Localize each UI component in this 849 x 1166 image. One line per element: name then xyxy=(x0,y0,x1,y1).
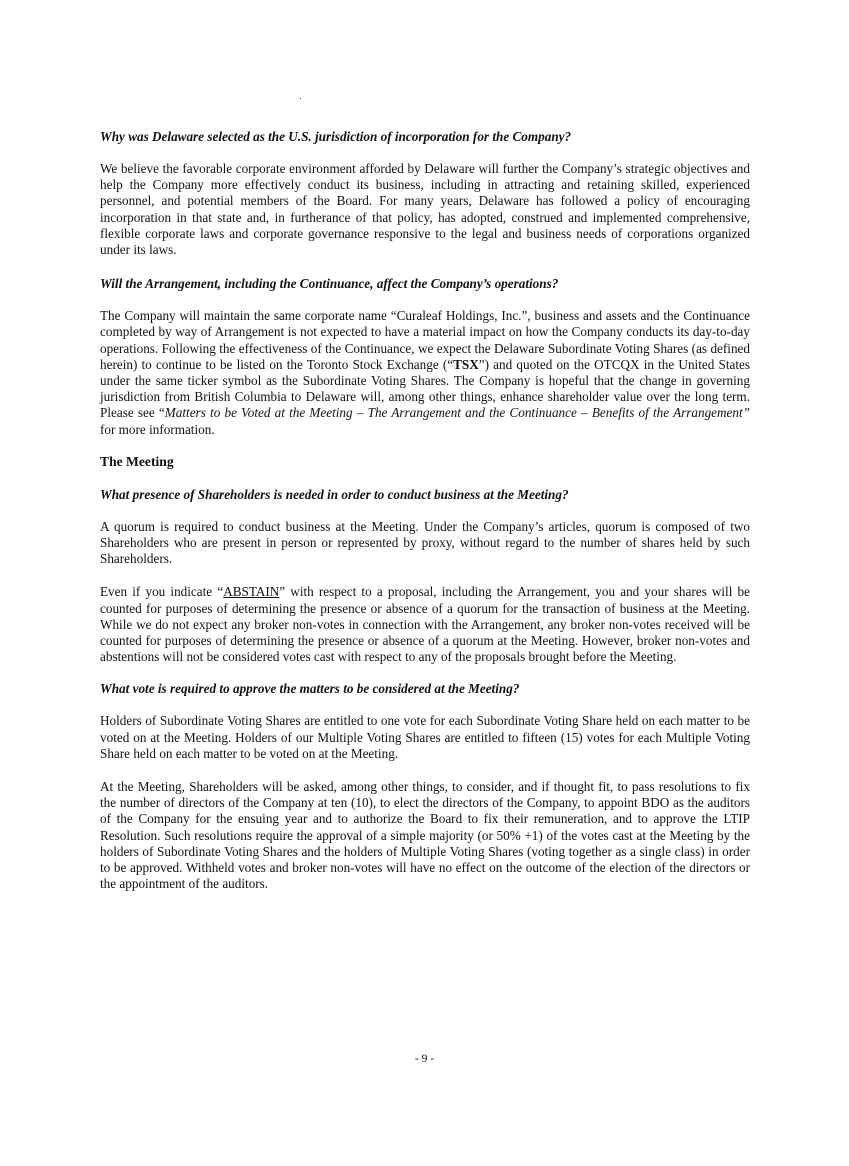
quorum-text-2: ” with respect to a proposal, including the Arrangement, you and your shares will be counted for purposes of determining the presence or absence of a quorum for the transaction of business at the Meeting. While we do not expect any broker non-votes in connection with the Arrangement, any broker non-votes received will be counted for purposes of determining the presence or absence of a quorum at the Meeting. However, broker non-votes and abstentions will not be considered votes cast with respect to any of the proposals brought before the Meeting. xyxy=(100,584,750,665)
answer-paragraph-vote-1: Holders of Subordinate Voting Shares are entitled to one vote for each Subordinate Voting Share held on each matter to be voted on at the Meeting. Holders of our Multiple Voting Shares are entitled to fifteen (15) votes for each Multiple Voting Share held on each matter to be voted on at the Meeting. xyxy=(100,713,750,761)
quorum-text-1: Even if you indicate “ xyxy=(100,584,224,600)
operations-text-2: ”) and quoted on the OTCQX in the United States under the same ticker symbol as the Subordinate Voting Shares. The Company is hopeful that the change in governing jurisdiction from British Columbia to Delaware will, among other things, enhance shareholder value over the long term. Please see “ xyxy=(100,356,750,421)
tsx-bold-term: TSX xyxy=(453,356,479,372)
question-heading-quorum: What presence of Shareholders is needed in order to conduct business at the Meeting? xyxy=(100,486,569,502)
question-heading-operations: Will the Arrangement, including the Continuance, affect the Company’s operations? xyxy=(100,276,559,292)
answer-paragraph-quorum-2 xyxy=(100,584,750,665)
answer-paragraph-quorum-1: A quorum is required to conduct business at the Meeting. Under the Company’s articles, quorum is composed of two Shareholders who are present in person or represented by proxy, without regard to the number of shares held by such Shareholders. xyxy=(100,518,750,567)
operations-text-1: The Company will maintain the same corporate name “Curaleaf Holdings, Inc.”, business and assets and the Continuance completed by way of Arrangement is not expected to have a material impact on how the Company conducts its day-to-day operations. Following the effectiveness of the Continuance, we expect the Delaware Subordinate Voting Shares (as defined herein) to continue to be listed on the Toronto Stock Exchange (“ xyxy=(100,308,750,372)
answer-paragraph-delaware: We believe the favorable corporate environment afforded by Delaware will further the Company’s strategic objectives and help the Company more effectively conduct its business, including in attracting and retaining skilled, experienced personnel, and potential members of the Board. For many years, Delaware has followed a policy of encouraging incorporation in that state and, in furtherance of that policy, has adopted, construed and implemented comprehensive, flexible corporate laws and corporate governance responsive to the legal and business needs of corporations organized under its laws. xyxy=(100,161,750,258)
question-heading-vote-required: What vote is required to approve the matters to be considered at the Meeting? xyxy=(100,681,520,697)
abstain-underlined-term: ABSTAIN xyxy=(223,584,280,600)
answer-paragraph-operations xyxy=(100,308,750,438)
stray-mark xyxy=(300,98,301,99)
page-number: - 9 - xyxy=(414,1053,435,1065)
operations-text-3: for more information. xyxy=(100,421,215,437)
answer-paragraph-vote-2: At the Meeting, Shareholders will be asked, among other things, to consider, and if thought fit, to pass resolutions to fix the number of directors of the Company at ten (10), to elect the directors of the Company, to appoint BDO as the auditors of the Company for the ensuing year and to authorize the Board to fix their remuneration, and to approve the LTIP Resolution. Such resolutions require the approval of a simple majority (or 50% +1) of the votes cast at the Meeting by the holders of Subordinate Voting Shares and the holders of Multiple Voting Shares (voting together as a single class) in order to be approved. Withheld votes and broker non-votes will have no effect on the outcome of the election of the directors or the appointment of the auditors. xyxy=(100,779,750,892)
document-page xyxy=(100,128,750,910)
section-title-meeting: The Meeting xyxy=(100,453,174,469)
cross-reference-italic: Matters to be Voted at the Meeting – The Arrangement and the Continuance – Benefits of the Arrangement” xyxy=(164,405,750,421)
question-heading-delaware: Why was Delaware selected as the U.S. jurisdiction of incorporation for the Company? xyxy=(100,129,572,144)
